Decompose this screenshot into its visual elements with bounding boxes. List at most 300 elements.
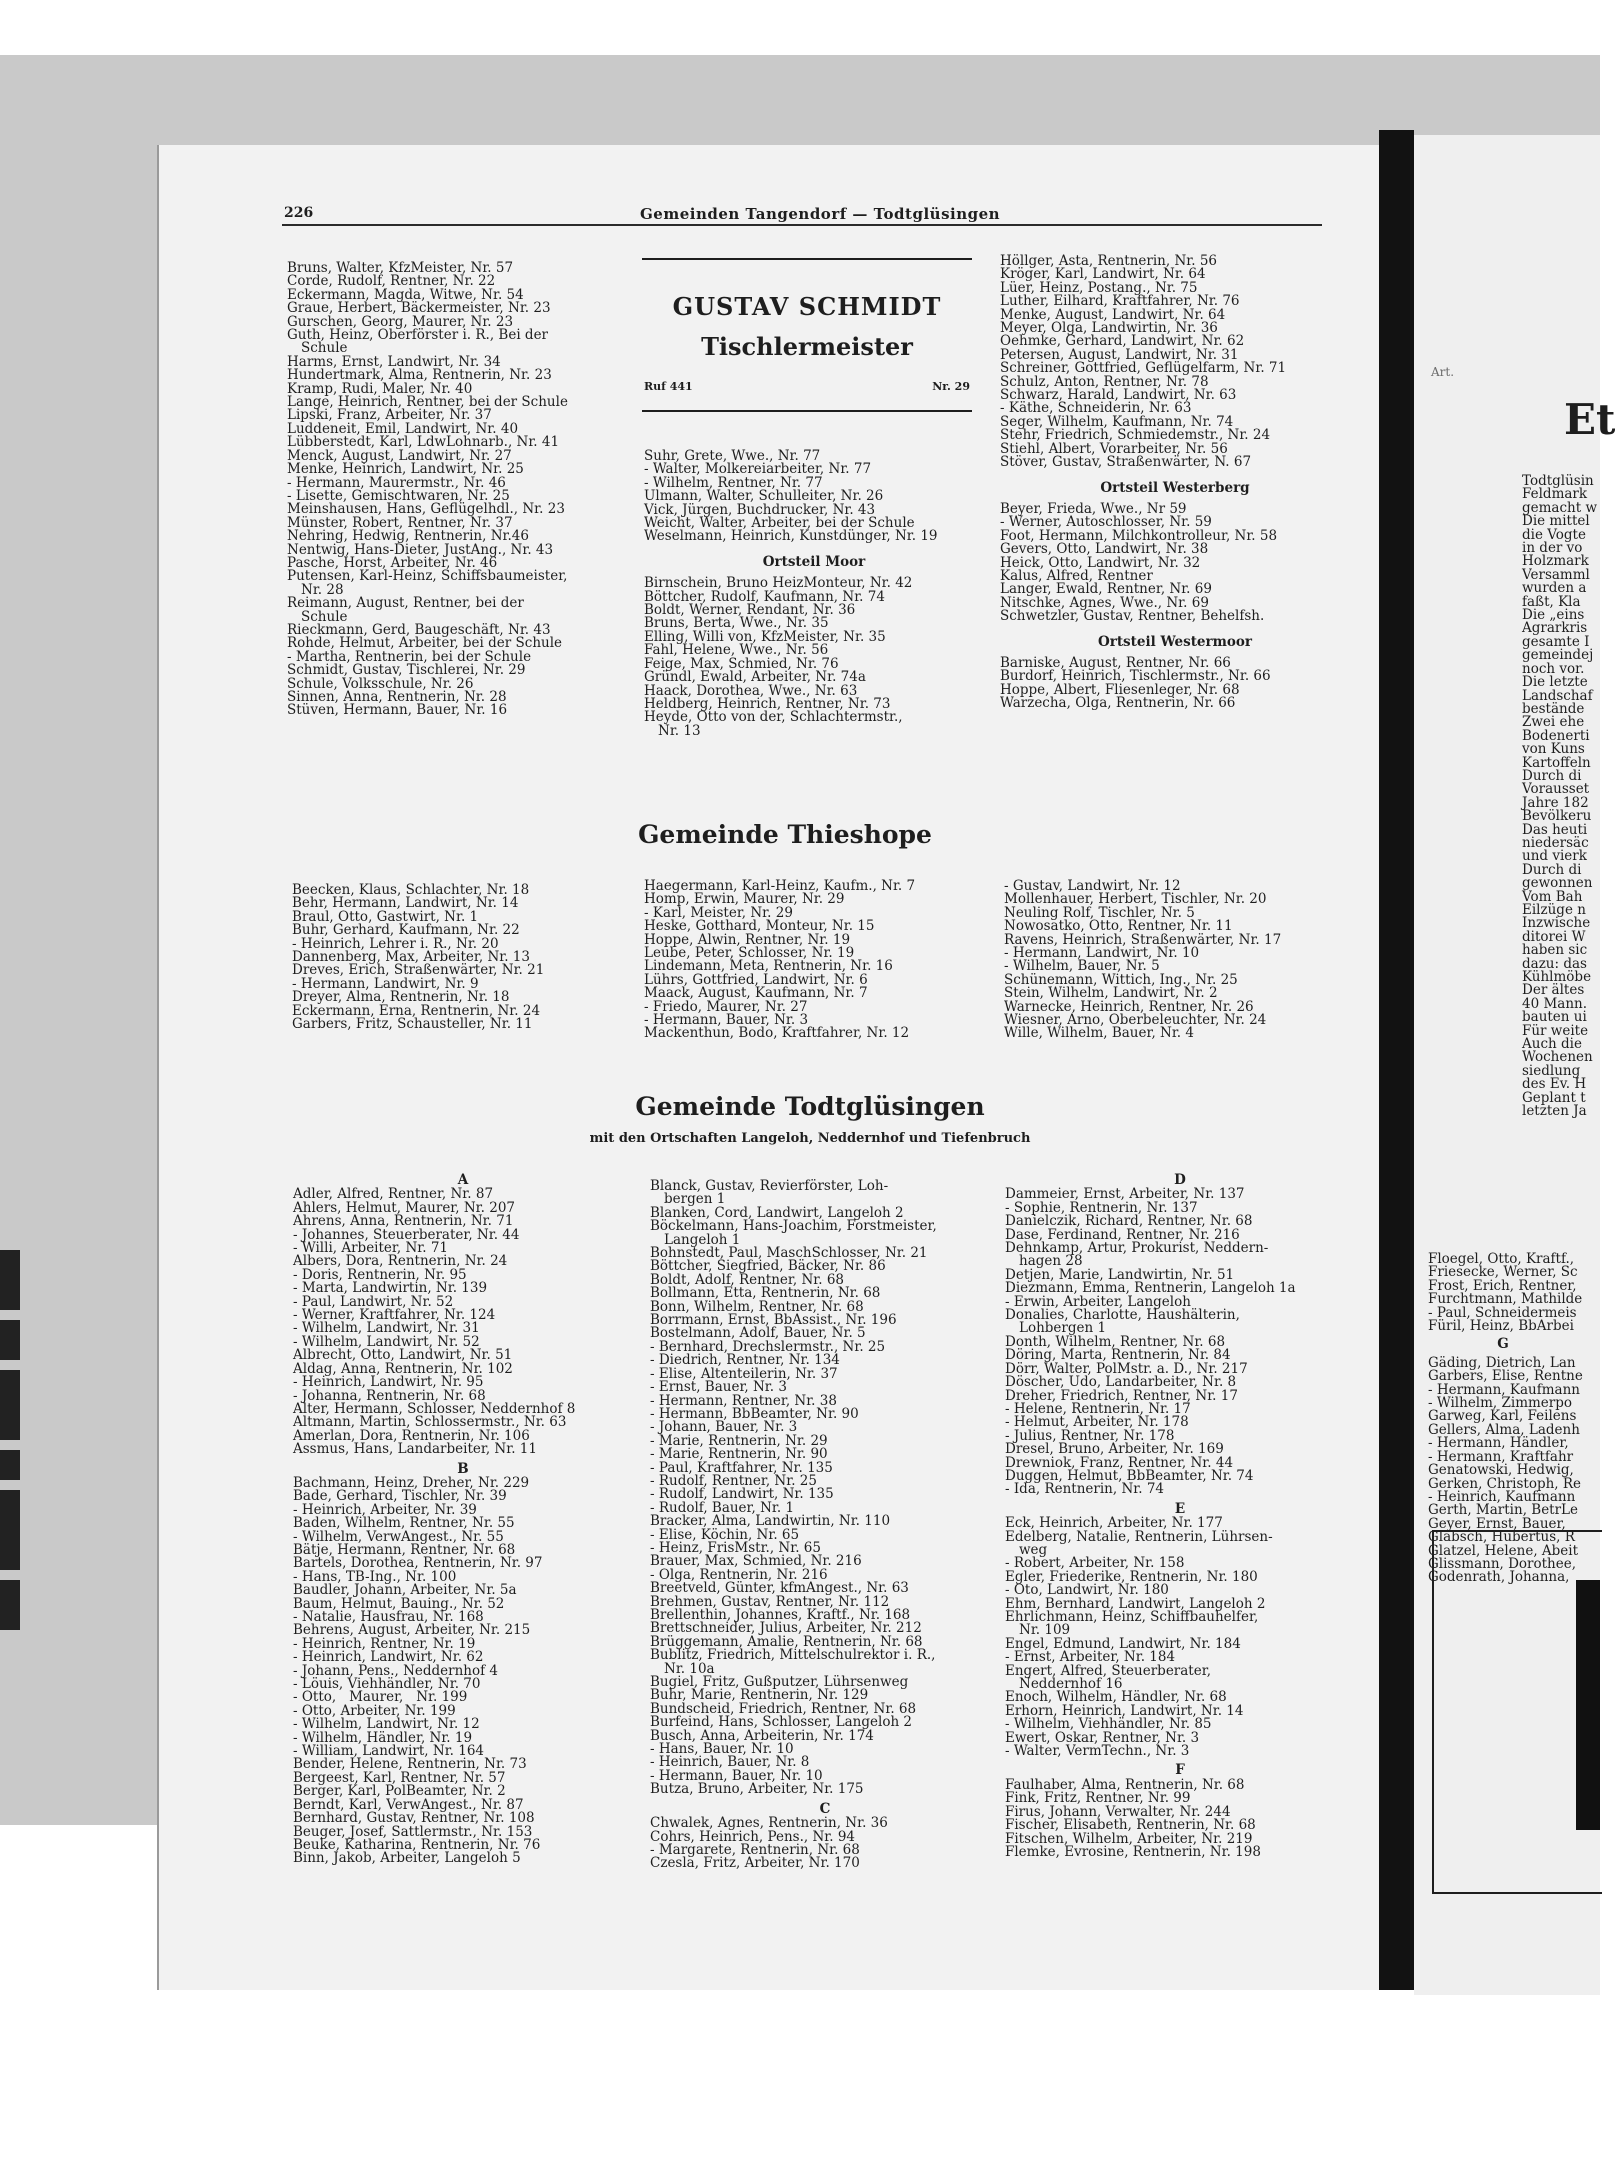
directory-entry: - Johann, Pens., Neddernhof 4	[293, 1662, 498, 1679]
right-page-line: Gerken, Christoph, Re	[1428, 1475, 1582, 1492]
directory-entry: Wiesner, Arno, Oberbeleuchter, Nr. 24	[1004, 1012, 1267, 1029]
directory-entry: - Hermann, Bauer, Nr. 10	[650, 1767, 823, 1784]
directory-entry: Pasche, Horst, Arbeiter, Nr. 46	[287, 554, 498, 571]
right-page-line: gesamte I	[1522, 633, 1590, 650]
directory-entry: - Hans, Bauer, Nr. 10	[650, 1741, 794, 1758]
directory-entry: Vick, Jürgen, Buchdrucker, Nr. 43	[644, 501, 876, 518]
directory-entry: Beuke, Katharina, Rentnerin, Nr. 76	[293, 1836, 541, 1853]
directory-entry: bergen 1	[664, 1191, 726, 1208]
right-page-line: - Hermann, Händler,	[1428, 1435, 1569, 1452]
right-page-line: gewonnen	[1522, 875, 1593, 892]
directory-entry: Bade, Gerhard, Tischler, Nr. 39	[293, 1488, 507, 1505]
directory-entry: - Bernhard, Drechslermstr., Nr. 25	[650, 1338, 886, 1355]
directory-entry: Dreyer, Alma, Rentnerin, Nr. 18	[292, 989, 510, 1006]
directory-entry: Menke, Heinrich, Landwirt, Nr. 25	[287, 461, 524, 478]
directory-entry: Duggen, Helmut, BbBeamter, Nr. 74	[1005, 1467, 1254, 1484]
right-page-line: Genatowski, Hedwig,	[1428, 1462, 1574, 1479]
directory-entry: Danielczik, Richard, Rentner, Nr. 68	[1005, 1213, 1253, 1230]
right-page-line: - Hermann, Kaufmann	[1428, 1381, 1580, 1398]
directory-entry: Eckermann, Erna, Rentnerin, Nr. 24	[292, 1002, 541, 1019]
directory-entry: Bracker, Alma, Landwirtin, Nr. 110	[650, 1513, 891, 1530]
directory-entry: Petersen, August, Landwirt, Nr. 31	[1000, 346, 1239, 363]
directory-entry: - Werner, Autoschlosser, Nr. 59	[1000, 514, 1212, 531]
right-page-line: - Hermann, Kraftfahr	[1428, 1448, 1574, 1465]
right-page-line: Das heuti	[1522, 821, 1588, 838]
directory-entry: Buhr, Gerhard, Kaufmann, Nr. 22	[292, 922, 520, 939]
directory-entry: Faulhaber, Alma, Rentnerin, Nr. 68	[1005, 1776, 1245, 1793]
directory-entry: Ravens, Heinrich, Straßenwärter, Nr. 17	[1004, 931, 1282, 948]
directory-entry: - Hermann, Landwirt, Nr. 9	[292, 975, 479, 992]
directory-entry: Aldag, Anna, Rentnerin, Nr. 102	[293, 1360, 513, 1377]
right-page-line: Garbers, Elise, Rentne	[1428, 1368, 1583, 1385]
directory-entry: Neddernhof 16	[1019, 1676, 1123, 1693]
directory-entry: Mackenthun, Bodo, Kraftfahrer, Nr. 12	[644, 1025, 910, 1042]
right-page-line: Eilzüge n	[1522, 902, 1586, 918]
directory-entry: - Wilhelm, Viehhändler, Nr. 85	[1005, 1716, 1212, 1733]
directory-entry: Menke, August, Landwirt, Nr. 64	[1000, 306, 1226, 323]
directory-entry: - William, Landwirt, Nr. 164	[293, 1743, 485, 1760]
directory-entry: Albrecht, Otto, Landwirt, Nr. 51	[293, 1347, 513, 1364]
directory-entry: - Wilhelm, Bauer, Nr. 5	[1004, 958, 1160, 975]
directory-entry: - Martha, Rentnerin, bei der Schule	[287, 648, 532, 665]
directory-entry: Kröger, Karl, Landwirt, Nr. 64	[1000, 266, 1206, 283]
directory-entry: Borrmann, Ernst, BbAssist., Nr. 196	[650, 1312, 897, 1329]
right-page-line: ditorei W	[1522, 928, 1586, 945]
directory-entry: Chwalek, Agnes, Rentnerin, Nr. 36	[650, 1815, 888, 1832]
directory-entry: Lüer, Heinz, Postang., Nr. 75	[1000, 279, 1198, 296]
right-page-line: von Kuns	[1522, 741, 1585, 758]
directory-entry: - Friedo, Maurer, Nr. 27	[644, 998, 808, 1015]
directory-entry: - Ernst, Bauer, Nr. 3	[650, 1379, 787, 1396]
directory-entry: Heske, Gotthard, Monteur, Nr. 15	[644, 918, 875, 935]
right-page-line: die Vogte	[1522, 526, 1586, 543]
alphabet-letter: D	[1174, 1172, 1186, 1188]
right-page-line: faßt, Kla	[1522, 593, 1581, 610]
directory-entry: - Heinrich, Arbeiter, Nr. 39	[293, 1501, 477, 1518]
ad-house-number: Nr. 29	[932, 380, 970, 393]
right-page-line: noch vor.	[1522, 660, 1585, 677]
directory-entry: - Olga, Rentnerin, Nr. 216	[650, 1566, 828, 1583]
directory-entry: - Johanna, Rentnerin, Nr. 68	[293, 1387, 486, 1404]
directory-entry: Feige, Max, Schmied, Nr. 76	[644, 655, 839, 672]
directory-entry: Bollmann, Etta, Rentnerin, Nr. 68	[650, 1285, 881, 1302]
directory-entry: Alter, Hermann, Schlosser, Neddernhof 8	[293, 1400, 576, 1417]
right-page-line: dazu: das	[1522, 955, 1587, 972]
directory-entry: Blanken, Cord, Landwirt, Langeloh 2	[650, 1204, 904, 1221]
book-gutter	[1379, 130, 1414, 1990]
directory-entry: Meyer, Olga, Landwirtin, Nr. 36	[1000, 320, 1218, 337]
directory-entry: Schwetzler, Gustav, Rentner, Behelfsh.	[1000, 608, 1265, 625]
directory-entry: Schule	[301, 340, 348, 357]
ad-company-name: GUSTAV SCHMIDT	[672, 292, 942, 321]
thieshope-column-1	[292, 884, 632, 1031]
right-page-line: Holzmark	[1522, 553, 1589, 570]
directory-entry: Stiehl, Albert, Vorarbeiter, Nr. 56	[1000, 440, 1228, 457]
directory-entry: Haack, Dorothea, Wwe., Nr. 63	[644, 682, 858, 699]
directory-entry: Weselmann, Heinrich, Kunstdünger, Nr. 19	[644, 528, 938, 545]
todtgluesingen-title: Gemeinde Todtglüsingen	[635, 1092, 985, 1121]
directory-entry: Butza, Bruno, Arbeiter, Nr. 175	[650, 1781, 864, 1798]
directory-entry: - Paul, Landwirt, Nr. 52	[293, 1293, 454, 1310]
directory-entry: - Paul, Kraftfahrer, Nr. 135	[650, 1459, 833, 1476]
directory-entry: Brüggemann, Amalie, Rentnerin, Nr. 68	[650, 1633, 923, 1650]
directory-entry: Berger, Karl, PolBeamter, Nr. 2	[293, 1783, 506, 1800]
right-page-line: gemeindej	[1522, 647, 1594, 664]
directory-entry: Dresel, Bruno, Arbeiter, Nr. 169	[1005, 1441, 1224, 1458]
directory-entry: Bachmann, Heinz, Dreher, Nr. 229	[293, 1474, 530, 1491]
right-page-line: siedlung	[1522, 1062, 1581, 1079]
directory-entry: Ewert, Oskar, Rentner, Nr. 3	[1005, 1729, 1200, 1746]
directory-entry: Suhr, Grete, Wwe., Nr. 77	[644, 448, 821, 464]
directory-entry: Fitschen, Wilhelm, Arbeiter, Nr. 219	[1005, 1830, 1253, 1847]
right-page-line: Geyer, Ernst, Bauer,	[1428, 1515, 1566, 1532]
directory-entry: - Hermann, Rentner, Nr. 38	[650, 1392, 837, 1409]
directory-entry: - Heinrich, Landwirt, Nr. 95	[293, 1374, 484, 1391]
directory-entry: Lindemann, Meta, Rentnerin, Nr. 16	[644, 958, 893, 975]
directory-entry: Ahrens, Anna, Rentnerin, Nr. 71	[293, 1213, 514, 1230]
directory-entry: - Wilhelm, Landwirt, Nr. 52	[293, 1333, 480, 1350]
directory-entry: Bernhard, Gustav, Rentner, Nr. 108	[293, 1810, 535, 1827]
scan-edge-marks	[0, 1250, 22, 1670]
directory-entry: Burfeind, Hans, Schlosser, Langeloh 2	[650, 1714, 913, 1731]
directory-entry: Schünemann, Wittich, Ing., Nr. 25	[1004, 971, 1238, 988]
directory-entry: Kramp, Rudi, Maler, Nr. 40	[287, 380, 473, 397]
thieshope-column-3	[1004, 880, 1354, 1041]
directory-entry: - Heinz, FrisMstr., Nr. 65	[650, 1539, 821, 1556]
directory-entry: - Hermann, BbBeamter, Nr. 90	[650, 1405, 859, 1422]
directory-entry: - Helene, Rentnerin, Nr. 17	[1005, 1400, 1191, 1417]
directory-entry: Putensen, Karl-Heinz, Schiffsbaumeister,	[287, 568, 568, 585]
right-page-line: Friesecke, Werner, Sc	[1428, 1264, 1578, 1281]
directory-entry: Engert, Alfred, Steuerberater,	[1005, 1662, 1211, 1679]
right-page-line: Glissmann, Dorothee,	[1428, 1555, 1577, 1572]
directory-entry: Foot, Hermann, Milchkontrolleur, Nr. 58	[1000, 527, 1278, 544]
right-page-line: Agrarkris	[1522, 620, 1588, 637]
directory-entry: Lange, Heinrich, Rentner, bei der Schule	[287, 394, 568, 411]
directory-entry: Adler, Alfred, Rentner, Nr. 87	[293, 1186, 494, 1203]
directory-entry: - Ida, Rentnerin, Nr. 74	[1005, 1481, 1165, 1498]
right-page-line: wurden a	[1522, 580, 1587, 597]
directory-entry: - Hermann, Landwirt, Nr. 10	[1004, 945, 1200, 962]
right-page-line: - Heinrich, Kaufmann	[1428, 1488, 1576, 1505]
directory-entry: - Marie, Rentnerin, Nr. 90	[650, 1446, 828, 1463]
todtgluesingen-column-3	[1005, 1168, 1355, 1859]
right-page-line: Garweg, Karl, Feilens	[1428, 1408, 1577, 1425]
directory-entry: - Robert, Arbeiter, Nr. 158	[1005, 1555, 1185, 1572]
directory-entry: - Erwin, Arbeiter, Langeloh	[1005, 1293, 1191, 1310]
directory-entry: Höllger, Asta, Rentnerin, Nr. 56	[1000, 253, 1218, 269]
directory-entry: - Marta, Landwirtin, Nr. 139	[293, 1280, 488, 1297]
directory-entry: Fischer, Elisabeth, Rentnerin, Nr. 68	[1005, 1817, 1256, 1834]
ad-phone: Ruf 441	[644, 380, 693, 393]
right-page-line: Geplant t	[1522, 1089, 1586, 1106]
directory-entry: Bugiel, Fritz, Gußputzer, Lührsenweg	[650, 1674, 909, 1691]
alphabet-letter: A	[457, 1172, 469, 1188]
directory-entry: Beuger, Josef, Sattlermstr., Nr. 153	[293, 1823, 533, 1840]
directory-entry: Nr. 109	[1019, 1622, 1071, 1639]
alphabet-letter: C	[819, 1800, 831, 1817]
directory-entry: - Heinrich, Lehrer i. R., Nr. 20	[292, 935, 499, 952]
directory-entry: Bergeest, Karl, Rentner, Nr. 57	[293, 1769, 506, 1786]
directory-entry: - Heinrich, Bauer, Nr. 8	[650, 1754, 810, 1771]
alphabet-letter: B	[457, 1460, 469, 1477]
directory-entry: - Wilhelm, Landwirt, Nr. 12	[293, 1716, 480, 1733]
directory-entry: Böckelmann, Hans-Joachim, Forstmeister,	[650, 1218, 937, 1235]
directory-entry: Stöver, Gustav, Straßenwärter, N. 67	[1000, 454, 1252, 471]
directory-entry: Enoch, Wilhelm, Händler, Nr. 68	[1005, 1689, 1227, 1706]
right-page-line: Die mittel	[1522, 513, 1590, 530]
directory-entry: Böttcher, Rudolf, Kaufmann, Nr. 74	[644, 588, 885, 605]
directory-entry: - Elise, Köchin, Nr. 65	[650, 1526, 800, 1543]
directory-entry: Flemke, Evrosine, Rentnerin, Nr. 198	[1005, 1843, 1261, 1860]
directory-entry: Neuling Rolf, Tischler, Nr. 5	[1004, 904, 1195, 921]
right-page-line: Jahre 182	[1522, 794, 1589, 811]
directory-entry: Erhorn, Heinrich, Landwirt, Nr. 14	[1005, 1702, 1244, 1719]
directory-entry: Sinnen, Anna, Rentnerin, Nr. 28	[287, 689, 507, 705]
directory-entry: Rohde, Helmut, Arbeiter, bei der Schule	[287, 635, 563, 652]
directory-entry: Nr. 28	[301, 581, 344, 598]
right-page-line: Floegel, Otto, Kraftf.,	[1428, 1251, 1575, 1267]
right-page-mark: Art.	[1431, 365, 1455, 379]
directory-entry: Diezmann, Emma, Rentnerin, Langeloh 1a	[1005, 1280, 1296, 1297]
right-page-line: Versamml	[1522, 566, 1590, 583]
directory-entry: Behr, Hermann, Landwirt, Nr. 14	[292, 895, 519, 912]
directory-entry: - Johann, Bauer, Nr. 3	[650, 1419, 798, 1436]
directory-entry: - Hermann, Bauer, Nr. 3	[644, 1012, 809, 1029]
directory-column-3	[1000, 255, 1350, 711]
alphabet-letter: F	[1175, 1762, 1185, 1779]
ad-trade: Tischlermeister	[701, 332, 913, 361]
directory-entry: Fahl, Helene, Wwe., Nr. 56	[644, 642, 829, 659]
directory-entry: Gevers, Otto, Landwirt, Nr. 38	[1000, 541, 1209, 558]
directory-entry: - Wilhelm, VerwAngest., Nr. 55	[293, 1528, 504, 1545]
directory-entry: Garbers, Fritz, Schausteller, Nr. 11	[292, 1016, 533, 1033]
directory-entry: - Diedrich, Rentner, Nr. 134	[650, 1352, 840, 1369]
directory-entry: - Heinrich, Rentner, Nr. 19	[293, 1635, 476, 1652]
directory-entry: Hoppe, Albert, Fliesenleger, Nr. 68	[1000, 681, 1240, 698]
directory-entry: Czesla, Fritz, Arbeiter, Nr. 170	[650, 1855, 860, 1872]
directory-entry: Nowosatko, Otto, Rentner, Nr. 11	[1004, 918, 1233, 935]
directory-entry: Mollenhauer, Herbert, Tischler, Nr. 20	[1004, 891, 1267, 908]
directory-column-1	[287, 262, 627, 718]
right-page-line: Der ältes	[1522, 982, 1585, 999]
directory-entry: Donalies, Charlotte, Haushälterin,	[1005, 1307, 1240, 1324]
directory-entry: Hundertmark, Alma, Rentnerin, Nr. 23	[287, 367, 552, 384]
directory-entry: - Wilhelm, Händler, Nr. 19	[293, 1729, 473, 1746]
right-page-line: Glatzel, Helene, Abeit	[1428, 1542, 1579, 1559]
right-page-line: 40 Mann.	[1522, 995, 1588, 1012]
directory-entry: Dreves, Erich, Straßenwärter, Nr. 21	[292, 962, 545, 979]
directory-entry: Dase, Ferdinand, Rentner, Nr. 216	[1005, 1226, 1240, 1243]
directory-entry: Dehnkamp, Artur, Prokurist, Neddern-	[1005, 1240, 1269, 1257]
right-page-line: Furchtmann, Mathilde	[1428, 1291, 1583, 1308]
directory-entry: weg	[1019, 1541, 1048, 1558]
directory-entry: Lübberstedt, Karl, LdwLohnarb., Nr. 41	[287, 434, 560, 451]
directory-entry: - Willi, Arbeiter, Nr. 71	[293, 1240, 449, 1257]
directory-entry: Detjen, Marie, Landwirtin, Nr. 51	[1005, 1266, 1235, 1283]
directory-entry: Wille, Wilhelm, Bauer, Nr. 4	[1004, 1025, 1194, 1042]
right-page-line: - Wilhelm, Zimmerpo	[1428, 1395, 1573, 1412]
directory-entry: Fink, Fritz, Rentner, Nr. 99	[1005, 1790, 1191, 1807]
directory-entry: Ehm, Bernhard, Landwirt, Langeloh 2	[1005, 1595, 1266, 1612]
directory-entry: Bruns, Berta, Wwe., Nr. 35	[644, 615, 829, 632]
directory-entry: - Marie, Rentnerin, Nr. 29	[650, 1432, 828, 1449]
directory-entry: Ulmann, Walter, Schulleiter, Nr. 26	[644, 488, 884, 505]
directory-entry: Eckermann, Magda, Witwe, Nr. 54	[287, 286, 524, 303]
directory-entry: Lipski, Franz, Arbeiter, Nr. 37	[287, 407, 492, 424]
right-page-text-top	[1522, 475, 1597, 1119]
directory-entry: Warnecke, Heinrich, Rentner, Nr. 26	[1004, 998, 1254, 1015]
directory-entry: Altmann, Martin, Schlossermstr., Nr. 63	[293, 1414, 567, 1431]
directory-entry: Nentwig, Hans-Dieter, JustAng., Nr. 43	[287, 541, 554, 558]
right-page-line: gemacht w	[1522, 499, 1598, 516]
directory-entry: Brettschneider, Julius, Arbeiter, Nr. 212	[650, 1620, 922, 1637]
directory-entry: Langer, Ewald, Rentner, Nr. 69	[1000, 581, 1212, 598]
directory-entry: - Wilhelm, Landwirt, Nr. 31	[293, 1320, 480, 1337]
right-page-line: Durch di	[1522, 767, 1582, 784]
right-page-line: G	[1497, 1336, 1509, 1353]
directory-entry: Ehrlichmann, Heinz, Schiffbauhelfer,	[1005, 1609, 1259, 1625]
directory-entry: - Rudolf, Rentner, Nr. 25	[650, 1472, 817, 1489]
directory-column-2	[644, 450, 984, 738]
directory-entry: Bohnstedt, Paul, MaschSchlosser, Nr. 21	[650, 1245, 928, 1262]
directory-entry: - Oto, Landwirt, Nr. 180	[1005, 1582, 1169, 1599]
directory-entry: Lührs, Gottfried, Landwirt, Nr. 6	[644, 971, 868, 988]
directory-entry: Maack, August, Kaufmann, Nr. 7	[644, 985, 868, 1002]
directory-entry: - Hermann, Maurermstr., Nr. 46	[287, 474, 506, 491]
directory-entry: Oehmke, Gerhard, Landwirt, Nr. 62	[1000, 333, 1245, 350]
directory-entry: Bostelmann, Adolf, Bauer, Nr. 5	[650, 1325, 866, 1342]
right-page-line: Auch die	[1522, 1036, 1582, 1053]
directory-entry: Bätje, Hermann, Rentner, Nr. 68	[293, 1541, 516, 1558]
directory-entry: Berndt, Karl, VerwAngest., Nr. 87	[293, 1796, 524, 1813]
right-page-line: bauten ui	[1522, 1009, 1587, 1026]
directory-entry: - Margarete, Rentnerin, Nr. 68	[650, 1841, 860, 1858]
right-page-line: Frost, Erich, Rentner,	[1428, 1277, 1577, 1294]
directory-entry: Beecken, Klaus, Schlachter, Nr. 18	[292, 882, 530, 898]
right-page-line: Gäding, Dietrich, Lan	[1428, 1354, 1576, 1371]
directory-entry: Albers, Dora, Rentnerin, Nr. 24	[293, 1253, 508, 1270]
right-page-line: Vorausset	[1522, 781, 1590, 798]
directory-entry: - Löuis, Viehhändler, Nr. 70	[293, 1676, 481, 1693]
directory-entry: Nr. 13	[658, 722, 701, 739]
directory-entry: Lohbergen 1	[1019, 1320, 1107, 1337]
directory-entry: - Johannes, Steuerberater, Nr. 44	[293, 1226, 520, 1243]
right-page-line: Bevölkeru	[1522, 808, 1592, 825]
directory-entry: Engel, Edmund, Landwirt, Nr. 184	[1005, 1635, 1241, 1652]
directory-entry: Brehmen, Gustav, Rentner, Nr. 112	[650, 1593, 890, 1610]
district-heading: Ortsteil Westermoor	[1097, 633, 1253, 650]
directory-entry: Edelberg, Natalie, Rentnerin, Lührsen-	[1005, 1528, 1273, 1545]
directory-entry: Brellenthin, Johannes, Kraftf., Nr. 168	[650, 1607, 911, 1623]
directory-entry: - Werner, Kraftfahrer, Nr. 124	[293, 1307, 496, 1324]
directory-entry: - Karl, Meister, Nr. 29	[644, 904, 793, 921]
right-page-line: Die „eins	[1522, 607, 1585, 624]
directory-entry: Donth, Wilhelm, Rentner, Nr. 68	[1005, 1333, 1226, 1350]
directory-entry: Haegermann, Karl-Heinz, Kaufm., Nr. 7	[644, 878, 916, 894]
directory-entry: Stehr, Friedrich, Schmiedemstr., Nr. 24	[1000, 427, 1271, 444]
thieshope-title: Gemeinde Thieshope	[638, 820, 932, 849]
district-heading: Ortsteil Moor	[762, 553, 866, 570]
directory-entry: Warzecha, Olga, Rentnerin, Nr. 66	[1000, 695, 1236, 712]
directory-entry: - Walter, Molkereiarbeiter, Nr. 77	[644, 461, 872, 478]
running-head: Gemeinden Tangendorf — Todtglüsingen	[640, 205, 1001, 223]
right-page-line: letzten Ja	[1522, 1103, 1587, 1120]
right-page-line: Wochenen	[1522, 1049, 1593, 1066]
directory-entry: Dreher, Friedrich, Rentner, Nr. 17	[1005, 1387, 1238, 1404]
advertisement-box	[642, 258, 972, 412]
right-page-line: Gellers, Alma, Ladenh	[1428, 1421, 1580, 1438]
directory-entry: Langeloh 1	[664, 1231, 741, 1248]
directory-entry: Graue, Herbert, Bäckermeister, Nr. 23	[287, 300, 551, 317]
right-page-line: - Paul, Schneidermeis	[1428, 1304, 1577, 1321]
directory-entry: Bartels, Dorothea, Rentnerin, Nr. 97	[293, 1555, 543, 1572]
directory-entry: Birnschein, Bruno HeizMonteur, Nr. 42	[644, 575, 913, 592]
thieshope-column-2	[644, 880, 984, 1041]
directory-entry: Drewniok, Franz, Rentner, Nr. 44	[1005, 1454, 1234, 1471]
directory-entry: - Wilhelm, Rentner, Nr. 77	[644, 474, 823, 491]
directory-entry: - Helmut, Arbeiter, Nr. 178	[1005, 1414, 1189, 1431]
directory-entry: Firus, Johann, Verwalter, Nr. 244	[1005, 1803, 1231, 1820]
directory-entry: Bender, Helene, Rentnerin, Nr. 73	[293, 1756, 527, 1773]
directory-entry: Luther, Eilhard, Kraftfahrer, Nr. 76	[1000, 293, 1240, 310]
directory-entry: Schule	[301, 608, 348, 625]
directory-entry: Schreiner, Gottfried, Geflügelfarm, Nr. 71	[1000, 360, 1287, 377]
directory-entry: Behrens, August, Arbeiter, Nr. 215	[293, 1622, 531, 1639]
directory-entry: Döscher, Udo, Landarbeiter, Nr. 8	[1005, 1374, 1237, 1391]
directory-entry: Leube, Peter, Schlosser, Nr. 19	[644, 945, 855, 962]
directory-entry: Schule, Volksschule, Nr. 26	[287, 675, 474, 692]
directory-entry: - Hans, TB-Ing., Nr. 100	[293, 1568, 457, 1585]
right-page-line: Feldmark	[1522, 486, 1588, 503]
directory-entry: Döring, Marta, Rentnerin, Nr. 84	[1005, 1347, 1231, 1364]
right-page-line: Godenrath, Johanna,	[1428, 1569, 1570, 1586]
directory-entry: Nr. 10a	[664, 1660, 715, 1677]
directory-entry: Nehring, Hedwig, Rentnerin, Nr.46	[287, 528, 529, 545]
right-page-line: Glabsch, Hubertus, R	[1428, 1529, 1575, 1546]
directory-entry: Dammeier, Ernst, Arbeiter, Nr. 137	[1005, 1186, 1245, 1203]
directory-entry: Elling, Willi von, KfzMeister, Nr. 35	[644, 628, 886, 645]
directory-entry: Münster, Robert, Rentner, Nr. 37	[287, 514, 513, 531]
page-number: 226	[284, 205, 314, 221]
directory-entry: Stüven, Hermann, Bauer, Nr. 16	[287, 702, 508, 719]
directory-entry: Egler, Friederike, Rentnerin, Nr. 180	[1005, 1568, 1258, 1585]
directory-entry: Boldt, Werner, Rendant, Nr. 36	[644, 602, 856, 619]
directory-entry: Hoppe, Alwin, Rentner, Nr. 19	[644, 931, 851, 948]
directory-entry: Corde, Rudolf, Rentner, Nr. 22	[287, 273, 496, 290]
directory-entry: Dörr, Walter, PolMstr. a. D., Nr. 217	[1005, 1360, 1248, 1377]
directory-entry: - Julius, Rentner, Nr. 178	[1005, 1427, 1175, 1444]
right-page-line: Gerth, Martin, BetrLe	[1428, 1502, 1579, 1519]
directory-entry: Amerlan, Dora, Rentnerin, Nr. 106	[293, 1427, 530, 1444]
right-page-line: Durch di	[1522, 861, 1582, 878]
directory-entry: Schmidt, Gustav, Tischlerei, Nr. 29	[287, 662, 526, 679]
directory-entry: - Otto, Arbeiter, Nr. 199	[293, 1702, 456, 1719]
directory-entry: Boldt, Adolf, Rentner, Nr. 68	[650, 1271, 845, 1288]
directory-entry: Schulz, Anton, Rentner, Nr. 78	[1000, 373, 1209, 390]
directory-entry: Heyde, Otto von der, Schlachtermstr.,	[644, 709, 903, 726]
directory-entry: - Natalie, Hausfrau, Nr. 168	[293, 1609, 484, 1625]
directory-entry: Eck, Heinrich, Arbeiter, Nr. 177	[1005, 1515, 1223, 1532]
right-page-line: des Ev. H	[1522, 1076, 1587, 1093]
directory-entry: Gurschen, Georg, Maurer, Nr. 23	[287, 313, 514, 330]
todtgluesingen-subtitle: mit den Ortschaften Langeloh, Neddernhof und Tiefenbruch	[589, 1131, 1031, 1146]
right-page-line: Landschaf	[1522, 687, 1593, 704]
directory-entry: - Lisette, Gemischtwaren, Nr. 25	[287, 487, 510, 504]
directory-entry: Ahlers, Helmut, Maurer, Nr. 207	[293, 1199, 515, 1216]
directory-entry: Barniske, August, Rentner, Nr. 66	[1000, 654, 1231, 671]
right-page-initial: Et	[1564, 395, 1615, 444]
